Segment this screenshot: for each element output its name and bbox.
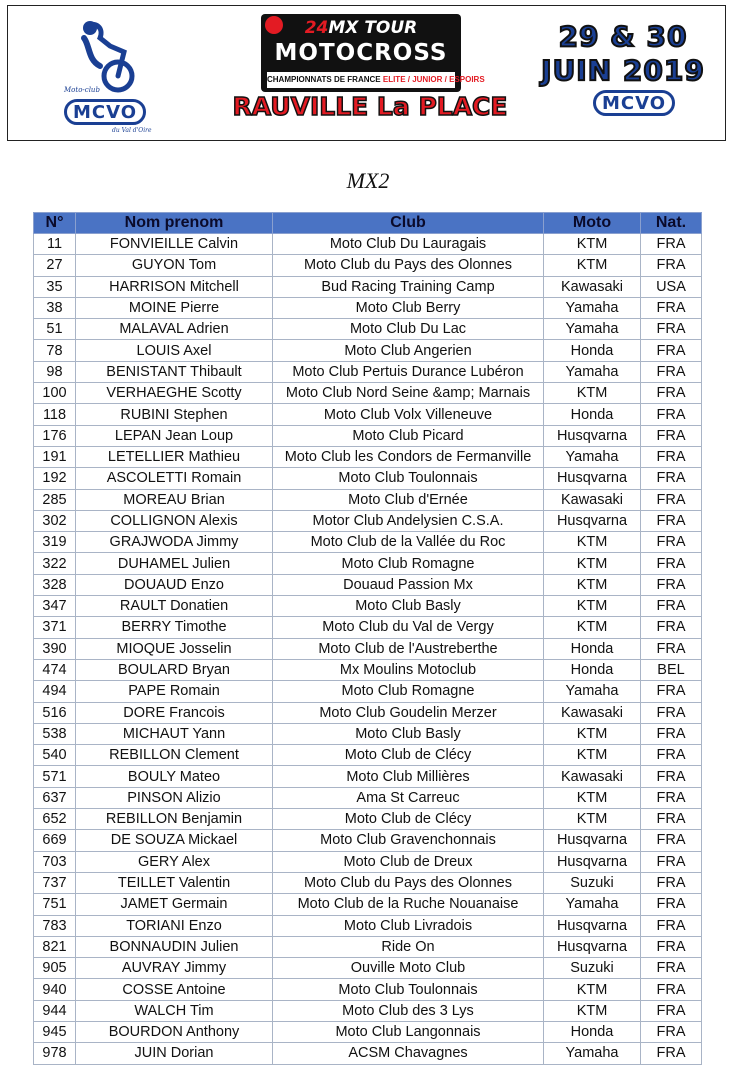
column-header-club: Club xyxy=(273,213,544,234)
tour-championship: CHAMPIONNATS DE FRANCE ELITE / JUNIOR / ESPOIRS xyxy=(267,72,455,88)
cell-number: 371 xyxy=(34,617,76,638)
table-row xyxy=(34,830,702,851)
cell-number: 571 xyxy=(34,766,76,787)
cell-moto: KTM xyxy=(544,553,641,574)
table-row xyxy=(34,425,702,446)
cell-club: ACSM Chavagnes xyxy=(273,1043,544,1064)
table-row xyxy=(34,617,702,638)
cell-nationality: FRA xyxy=(641,234,702,255)
table-row xyxy=(34,276,702,297)
cell-nationality: FRA xyxy=(641,979,702,1000)
cell-name: MOREAU Brian xyxy=(76,489,273,510)
cell-name: RAULT Donatien xyxy=(76,596,273,617)
table-row xyxy=(34,745,702,766)
cell-moto: KTM xyxy=(544,532,641,553)
table-row xyxy=(34,681,702,702)
cell-nationality: FRA xyxy=(641,489,702,510)
cell-number: 516 xyxy=(34,702,76,723)
cell-nationality: FRA xyxy=(641,361,702,382)
table-row xyxy=(34,915,702,936)
cell-nationality: FRA xyxy=(641,553,702,574)
cell-club: Moto Club des 3 Lys xyxy=(273,1000,544,1021)
motocross-rider-icon xyxy=(66,16,146,96)
cell-moto: Husqvarna xyxy=(544,936,641,957)
cell-number: 285 xyxy=(34,489,76,510)
cell-moto: KTM xyxy=(544,234,641,255)
cell-moto: KTM xyxy=(544,574,641,595)
table-row xyxy=(34,510,702,531)
cell-number: 192 xyxy=(34,468,76,489)
cell-number: 322 xyxy=(34,553,76,574)
table-row xyxy=(34,979,702,1000)
cell-number: 118 xyxy=(34,404,76,425)
rider-table xyxy=(33,212,702,1065)
club-logo xyxy=(52,14,162,134)
cell-club: Moto Club du Val de Vergy xyxy=(273,617,544,638)
table-row xyxy=(34,787,702,808)
cell-moto: KTM xyxy=(544,787,641,808)
cell-nationality: FRA xyxy=(641,958,702,979)
cell-club: Ride On xyxy=(273,936,544,957)
cell-number: 821 xyxy=(34,936,76,957)
cell-name: ASCOLETTI Romain xyxy=(76,468,273,489)
cell-number: 78 xyxy=(34,340,76,361)
cell-name: HARRISON Mitchell xyxy=(76,276,273,297)
table-row xyxy=(34,468,702,489)
cell-number: 540 xyxy=(34,745,76,766)
cell-moto: Yamaha xyxy=(544,319,641,340)
cell-moto: Kawasaki xyxy=(544,276,641,297)
table-row xyxy=(34,340,702,361)
cell-name: GERY Alex xyxy=(76,851,273,872)
cell-club: Moto Club du Pays des Olonnes xyxy=(273,255,544,276)
cell-name: MICHAUT Yann xyxy=(76,723,273,744)
cell-number: 390 xyxy=(34,638,76,659)
table-row xyxy=(34,319,702,340)
table-row xyxy=(34,1021,702,1042)
cell-club: Moto Club Picard xyxy=(273,425,544,446)
cell-club: Moto Club Du Lac xyxy=(273,319,544,340)
cell-number: 905 xyxy=(34,958,76,979)
cell-number: 751 xyxy=(34,894,76,915)
cell-number: 100 xyxy=(34,383,76,404)
column-header-name: Nom prenom xyxy=(76,213,273,234)
table-row xyxy=(34,1000,702,1021)
cell-moto: Honda xyxy=(544,404,641,425)
cell-moto: Honda xyxy=(544,1021,641,1042)
cell-name: AUVRAY Jimmy xyxy=(76,958,273,979)
club-name-small: Moto-club xyxy=(64,86,100,94)
cell-number: 945 xyxy=(34,1021,76,1042)
cell-club: Moto Club Romagne xyxy=(273,681,544,702)
cell-name: MIOQUE Josselin xyxy=(76,638,273,659)
table-row xyxy=(34,894,702,915)
cell-nationality: FRA xyxy=(641,851,702,872)
cell-number: 347 xyxy=(34,596,76,617)
cell-nationality: FRA xyxy=(641,574,702,595)
cell-moto: Honda xyxy=(544,340,641,361)
cell-club: Moto Club d'Ernée xyxy=(273,489,544,510)
cell-club: Moto Club Angerien xyxy=(273,340,544,361)
cell-nationality: FRA xyxy=(641,468,702,489)
cell-name: COLLIGNON Alexis xyxy=(76,510,273,531)
cell-club: Moto Club Berry xyxy=(273,297,544,318)
page-title: MX2 xyxy=(346,168,390,193)
cell-nationality: FRA xyxy=(641,745,702,766)
cell-name: TORIANI Enzo xyxy=(76,915,273,936)
cell-name: GRAJWODA Jimmy xyxy=(76,532,273,553)
event-header xyxy=(7,5,726,141)
cell-name: RUBINI Stephen xyxy=(76,404,273,425)
cell-nationality: FRA xyxy=(641,319,702,340)
cell-name: BENISTANT Thibault xyxy=(76,361,273,382)
cell-club: Moto Club de Clécy xyxy=(273,809,544,830)
cell-moto: Kawasaki xyxy=(544,766,641,787)
cell-name: DE SOUZA Mickael xyxy=(76,830,273,851)
cell-number: 703 xyxy=(34,851,76,872)
cell-nationality: FRA xyxy=(641,1021,702,1042)
cell-club: Moto Club Basly xyxy=(273,596,544,617)
cell-nationality: FRA xyxy=(641,894,702,915)
cell-club: Moto Club Millières xyxy=(273,766,544,787)
cell-moto: Husqvarna xyxy=(544,915,641,936)
club-badge: MCVO xyxy=(64,99,146,125)
cell-nationality: FRA xyxy=(641,532,702,553)
cell-club: Moto Club de la Ruche Nouanaise xyxy=(273,894,544,915)
event-venue: RAUVILLE La PLACE xyxy=(232,92,508,121)
cell-moto: KTM xyxy=(544,1000,641,1021)
tour-discipline: MOTOCROSS xyxy=(274,40,448,66)
event-date-month: JUIN 2019 xyxy=(541,54,705,87)
cell-nationality: FRA xyxy=(641,702,702,723)
table-row xyxy=(34,659,702,680)
cell-name: LEPAN Jean Loup xyxy=(76,425,273,446)
cell-moto: KTM xyxy=(544,979,641,1000)
cell-nationality: FRA xyxy=(641,404,702,425)
cell-club: Moto Club de l'Austreberthe xyxy=(273,638,544,659)
cell-moto: Yamaha xyxy=(544,361,641,382)
cell-number: 783 xyxy=(34,915,76,936)
cell-moto: Husqvarna xyxy=(544,830,641,851)
table-row xyxy=(34,596,702,617)
cell-number: 494 xyxy=(34,681,76,702)
cell-club: Moto Club Romagne xyxy=(273,553,544,574)
tour-title: 24MX TOUR xyxy=(304,18,418,38)
table-row xyxy=(34,553,702,574)
cell-club: Moto Club Toulonnais xyxy=(273,979,544,1000)
cell-nationality: FRA xyxy=(641,340,702,361)
cell-club: Ouville Moto Club xyxy=(273,958,544,979)
cell-number: 669 xyxy=(34,830,76,851)
cell-number: 302 xyxy=(34,510,76,531)
table-row xyxy=(34,532,702,553)
table-row xyxy=(34,404,702,425)
cell-moto: Yamaha xyxy=(544,446,641,467)
cell-club: Moto Club Livradois xyxy=(273,915,544,936)
table-row xyxy=(34,1043,702,1064)
cell-name: BERRY Timothe xyxy=(76,617,273,638)
cell-moto: Honda xyxy=(544,659,641,680)
cell-club: Moto Club Pertuis Durance Lubéron xyxy=(273,361,544,382)
cell-number: 737 xyxy=(34,872,76,893)
cell-nationality: FRA xyxy=(641,809,702,830)
cell-moto: KTM xyxy=(544,809,641,830)
cell-moto: Yamaha xyxy=(544,1043,641,1064)
cell-moto: KTM xyxy=(544,255,641,276)
cell-name: MOINE Pierre xyxy=(76,297,273,318)
cell-number: 637 xyxy=(34,787,76,808)
cell-moto: Honda xyxy=(544,638,641,659)
cell-number: 328 xyxy=(34,574,76,595)
club-badge-right: MCVO xyxy=(593,90,675,116)
table-row xyxy=(34,702,702,723)
cell-club: Moto Club Gravenchonnais xyxy=(273,830,544,851)
cell-nationality: FRA xyxy=(641,617,702,638)
cell-number: 98 xyxy=(34,361,76,382)
cell-club: Moto Club Langonnais xyxy=(273,1021,544,1042)
cell-number: 652 xyxy=(34,809,76,830)
cell-name: LOUIS Axel xyxy=(76,340,273,361)
table-row xyxy=(34,234,702,255)
cell-nationality: FRA xyxy=(641,510,702,531)
cell-number: 944 xyxy=(34,1000,76,1021)
cell-name: TEILLET Valentin xyxy=(76,872,273,893)
cell-moto: Kawasaki xyxy=(544,489,641,510)
column-header-moto: Moto xyxy=(544,213,641,234)
cell-name: GUYON Tom xyxy=(76,255,273,276)
cell-nationality: FRA xyxy=(641,255,702,276)
table-row xyxy=(34,383,702,404)
cell-name: WALCH Tim xyxy=(76,1000,273,1021)
cell-number: 538 xyxy=(34,723,76,744)
cell-club: Ama St Carreuc xyxy=(273,787,544,808)
cell-club: Mx Moulins Motoclub xyxy=(273,659,544,680)
table-row xyxy=(34,446,702,467)
cell-nationality: FRA xyxy=(641,915,702,936)
cell-number: 38 xyxy=(34,297,76,318)
cell-name: BOULY Mateo xyxy=(76,766,273,787)
cell-moto: KTM xyxy=(544,383,641,404)
cell-name: VERHAEGHE Scotty xyxy=(76,383,273,404)
cell-number: 11 xyxy=(34,234,76,255)
table-row xyxy=(34,766,702,787)
cell-name: BONNAUDIN Julien xyxy=(76,936,273,957)
cell-name: MALAVAL Adrien xyxy=(76,319,273,340)
table-row xyxy=(34,723,702,744)
tour-logo xyxy=(261,14,485,92)
cell-name: COSSE Antoine xyxy=(76,979,273,1000)
cell-number: 474 xyxy=(34,659,76,680)
cell-nationality: FRA xyxy=(641,766,702,787)
table-row xyxy=(34,936,702,957)
cell-number: 978 xyxy=(34,1043,76,1064)
cell-nationality: FRA xyxy=(641,596,702,617)
cell-moto: Kawasaki xyxy=(544,702,641,723)
table-row xyxy=(34,574,702,595)
table-row xyxy=(34,851,702,872)
cell-name: BOULARD Bryan xyxy=(76,659,273,680)
cell-club: Moto Club Basly xyxy=(273,723,544,744)
cell-moto: Suzuki xyxy=(544,958,641,979)
cell-name: REBILLON Clement xyxy=(76,745,273,766)
cell-name: PINSON Alizio xyxy=(76,787,273,808)
cell-moto: Yamaha xyxy=(544,297,641,318)
cell-number: 940 xyxy=(34,979,76,1000)
cell-number: 319 xyxy=(34,532,76,553)
cell-nationality: FRA xyxy=(641,1043,702,1064)
cell-name: FONVIEILLE Calvin xyxy=(76,234,273,255)
cell-name: LETELLIER Mathieu xyxy=(76,446,273,467)
cell-name: DUHAMEL Julien xyxy=(76,553,273,574)
table-row xyxy=(34,255,702,276)
cell-nationality: FRA xyxy=(641,936,702,957)
cell-club: Moto Club de Clécy xyxy=(273,745,544,766)
cell-nationality: USA xyxy=(641,276,702,297)
cell-moto: Yamaha xyxy=(544,681,641,702)
cell-moto: KTM xyxy=(544,723,641,744)
cell-club: Moto Club Nord Seine &amp; Marnais xyxy=(273,383,544,404)
cell-name: DOUAUD Enzo xyxy=(76,574,273,595)
cell-moto: KTM xyxy=(544,745,641,766)
cell-club: Bud Racing Training Camp xyxy=(273,276,544,297)
cell-moto: Husqvarna xyxy=(544,851,641,872)
table-row xyxy=(34,958,702,979)
cell-club: Moto Club du Pays des Olonnes xyxy=(273,872,544,893)
cell-name: JAMET Germain xyxy=(76,894,273,915)
table-row xyxy=(34,297,702,318)
cell-nationality: FRA xyxy=(641,872,702,893)
table-row xyxy=(34,638,702,659)
cell-number: 27 xyxy=(34,255,76,276)
event-date xyxy=(518,20,728,88)
cell-moto: Suzuki xyxy=(544,872,641,893)
cell-club: Moto Club Toulonnais xyxy=(273,468,544,489)
cell-club: Moto Club Volx Villeneuve xyxy=(273,404,544,425)
table-row xyxy=(34,809,702,830)
cell-name: PAPE Romain xyxy=(76,681,273,702)
cell-nationality: FRA xyxy=(641,830,702,851)
cell-club: Douaud Passion Mx xyxy=(273,574,544,595)
cell-name: BOURDON Anthony xyxy=(76,1021,273,1042)
cell-nationality: FRA xyxy=(641,383,702,404)
cell-moto: Husqvarna xyxy=(544,468,641,489)
cell-nationality: FRA xyxy=(641,723,702,744)
cell-nationality: FRA xyxy=(641,638,702,659)
cell-nationality: FRA xyxy=(641,787,702,808)
cell-moto: Husqvarna xyxy=(544,425,641,446)
cell-nationality: FRA xyxy=(641,425,702,446)
cell-nationality: FRA xyxy=(641,681,702,702)
cell-name: REBILLON Benjamin xyxy=(76,809,273,830)
cell-club: Moto Club de la Vallée du Roc xyxy=(273,532,544,553)
cell-club: Moto Club Goudelin Merzer xyxy=(273,702,544,723)
club-subtitle: du Val d'Oire xyxy=(112,127,152,134)
cell-club: Moto Club de Dreux xyxy=(273,851,544,872)
table-row xyxy=(34,872,702,893)
cell-number: 176 xyxy=(34,425,76,446)
cell-name: DORE Francois xyxy=(76,702,273,723)
cell-club: Moto Club Du Lauragais xyxy=(273,234,544,255)
cell-moto: KTM xyxy=(544,617,641,638)
column-header-number: N° xyxy=(34,213,76,234)
cell-club: Motor Club Andelysien C.S.A. xyxy=(273,510,544,531)
cell-nationality: FRA xyxy=(641,1000,702,1021)
cell-club: Moto Club les Condors de Fermanville xyxy=(273,446,544,467)
cell-number: 51 xyxy=(34,319,76,340)
cell-nationality: BEL xyxy=(641,659,702,680)
cell-nationality: FRA xyxy=(641,297,702,318)
cell-nationality: FRA xyxy=(641,446,702,467)
cell-moto: KTM xyxy=(544,596,641,617)
cell-moto: Husqvarna xyxy=(544,510,641,531)
table-header-row xyxy=(34,213,702,234)
cell-number: 35 xyxy=(34,276,76,297)
table-row xyxy=(34,361,702,382)
column-header-nationality: Nat. xyxy=(641,213,702,234)
table-row xyxy=(34,489,702,510)
event-date-days: 29 & 30 xyxy=(558,20,688,53)
cell-moto: Yamaha xyxy=(544,894,641,915)
cell-number: 191 xyxy=(34,446,76,467)
cell-name: JUIN Dorian xyxy=(76,1043,273,1064)
